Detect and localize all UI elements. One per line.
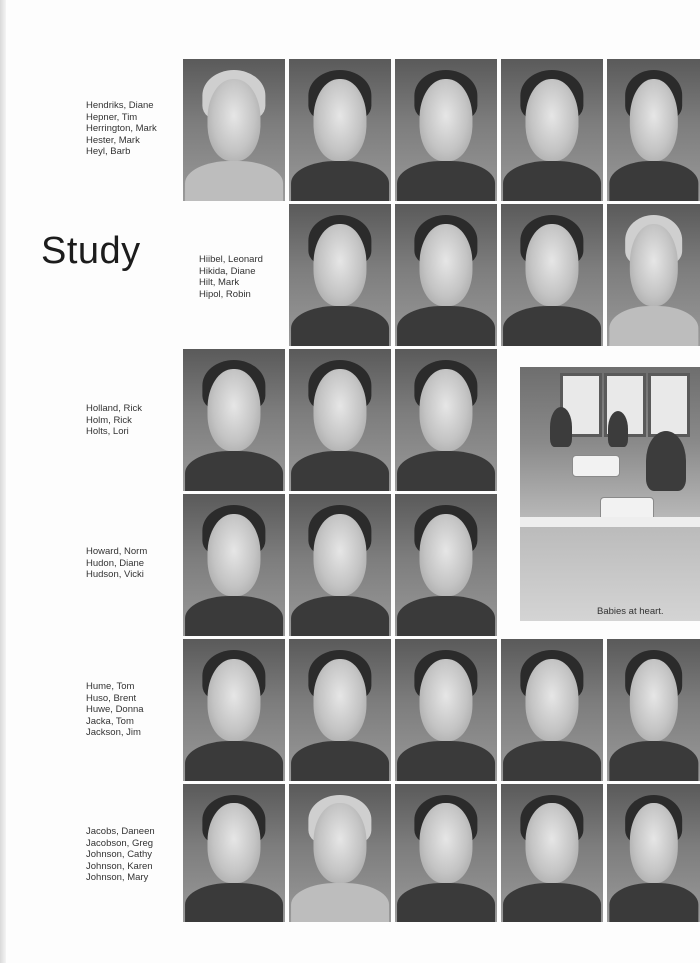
portrait-photo — [289, 59, 391, 201]
name-list-row-4 — [86, 546, 147, 581]
portrait-photo — [501, 784, 603, 922]
student-name: Jackson, Jim — [86, 727, 141, 739]
portrait-photo — [501, 204, 603, 346]
student-name: Hikida, Diane — [199, 265, 256, 277]
candid-classroom-photo — [520, 367, 700, 621]
name-list-row-2 — [199, 254, 263, 300]
page-edge-shadow — [0, 0, 6, 963]
student-name: Heyl, Barb — [86, 146, 131, 158]
portrait-photo — [289, 494, 391, 636]
student-name: Hendriks, Diane — [86, 100, 154, 111]
page-heading: Study — [41, 230, 141, 272]
student-name: Johnson, Cathy — [86, 849, 153, 861]
student-name: Holts, Lori — [86, 426, 129, 438]
portrait-photo — [501, 59, 603, 201]
student-name: Hudson, Vicki — [86, 569, 144, 581]
portrait-photo — [289, 204, 391, 346]
student-name: Hume, Tom — [86, 681, 135, 692]
portrait-photo — [395, 59, 497, 201]
student-name: Jacka, Tom — [86, 715, 134, 727]
name-list-row-5 — [86, 681, 144, 739]
student-name: Jacobson, Greg — [86, 837, 154, 849]
student-name: Hester, Mark — [86, 134, 140, 146]
student-name: Huwe, Donna — [86, 704, 144, 716]
name-list-row-3 — [86, 403, 142, 438]
portrait-photo — [289, 639, 391, 781]
portrait-photo — [183, 494, 285, 636]
student-name: Hudon, Diane — [86, 557, 145, 569]
student-name: Hepner, Tim — [86, 111, 138, 123]
portrait-photo — [183, 59, 285, 201]
student-name: Hipol, Robin — [199, 288, 251, 300]
portrait-photo — [607, 59, 700, 201]
student-name: Herrington, Mark — [86, 123, 157, 135]
student-name: Hiibel, Leonard — [199, 254, 263, 265]
name-list-row-6 — [86, 826, 155, 884]
portrait-photo — [607, 204, 700, 346]
student-name: Howard, Norm — [86, 546, 148, 557]
portrait-photo — [395, 639, 497, 781]
portrait-photo — [289, 784, 391, 922]
name-list-row-1 — [86, 100, 157, 158]
portrait-photo — [395, 784, 497, 922]
student-name: Johnson, Mary — [86, 872, 149, 884]
student-name: Holm, Rick — [86, 414, 132, 426]
portrait-photo — [183, 349, 285, 491]
portrait-photo — [395, 204, 497, 346]
portrait-photo — [395, 494, 497, 636]
photo-caption: Babies at heart. — [597, 606, 664, 617]
student-name: Johnson, Karen — [86, 860, 153, 872]
portrait-photo — [501, 639, 603, 781]
student-name: Holland, Rick — [86, 403, 142, 414]
portrait-photo — [395, 349, 497, 491]
portrait-photo — [183, 639, 285, 781]
student-name: Huso, Brent — [86, 692, 137, 704]
portrait-photo — [183, 784, 285, 922]
portrait-photo — [289, 349, 391, 491]
portrait-photo — [607, 784, 700, 922]
student-name: Hilt, Mark — [199, 277, 240, 289]
student-name: Jacobs, Daneen — [86, 826, 155, 837]
portrait-photo — [607, 639, 700, 781]
